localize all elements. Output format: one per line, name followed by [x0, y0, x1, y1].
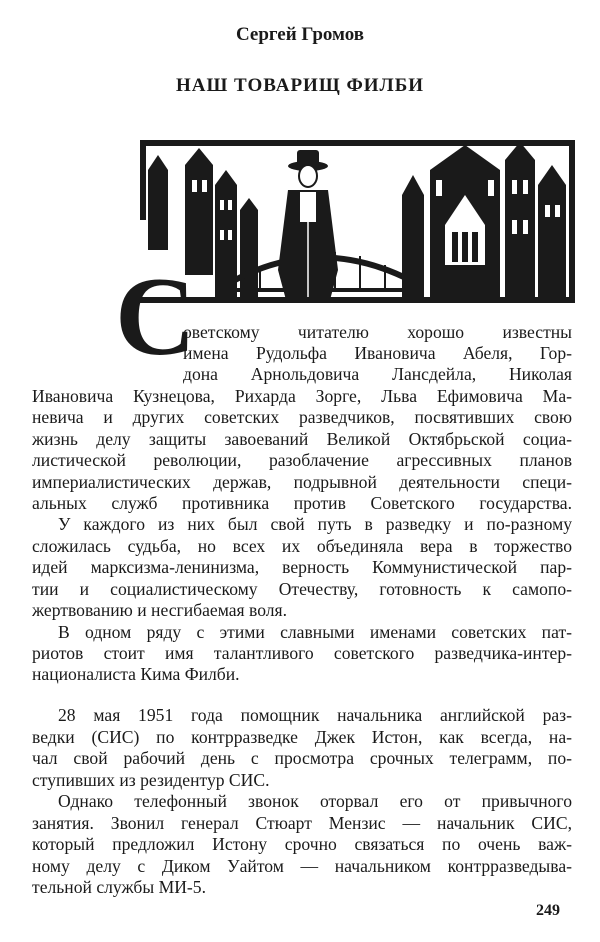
- city-spy-illustration: [140, 140, 575, 303]
- text-line: ному делу с Диком Уайтом — начальником контрразведыва-: [32, 856, 572, 876]
- text-line: 28 мая 1951 года помощник начальника английской раз-: [58, 705, 572, 725]
- text-line: ведки (СИС) по контрразведке Джек Истон, как всегда, на-: [32, 727, 572, 747]
- text-line: сложилась судьба, но всех их объединяла вера в торжество: [32, 536, 572, 556]
- text-line: невича и других советских разведчиков, посвятивших свою: [32, 407, 572, 427]
- text-line: листической революции, разоблачение агрессивных планов: [32, 450, 572, 470]
- page-number: 249: [536, 902, 560, 919]
- text-line: ступивших из резидентур СИС.: [32, 770, 270, 790]
- text-line: который предложил Истону срочно связаться по очень важ-: [32, 834, 572, 854]
- svg-text:С: С: [115, 255, 196, 379]
- text-line: Ивановича Кузнецова, Рихарда Зорге, Льва Ефимовича Ма-: [32, 386, 572, 406]
- text-line: тельной службы МИ-5.: [32, 877, 206, 897]
- text-line: занятия. Звонил генерал Стюарт Мензис — начальник СИС,: [32, 813, 572, 833]
- text-line: чал свой рабочий день с просмотра срочных телеграмм, по-: [32, 748, 572, 768]
- text-line: В одном ряду с этими славными именами советских пат-: [58, 622, 572, 642]
- text-line: жизнь делу защиты завоеваний Великой Октябрьской социа-: [32, 429, 572, 449]
- text-line: альных служб противника против Советского государства.: [32, 493, 572, 513]
- article-title: НАШ ТОВАРИЩ ФИЛБИ: [175, 75, 425, 96]
- text-line: идей марксизма-ленинизма, верность Коммунистической пар-: [32, 557, 572, 577]
- text-line: дона Арнольдовича Лансдейла, Николая: [183, 364, 572, 384]
- text-line: У каждого из них был свой путь в разведку и по-разному: [58, 514, 572, 534]
- text-line: империалистических держав, подрывной деятельности специ-: [32, 472, 572, 492]
- drop-cap-letter: [115, 255, 196, 379]
- text-line: имена Рудольфа Ивановича Абеля, Гор-: [183, 343, 572, 363]
- text-line: жертвованию и несгибаемая воля.: [32, 600, 288, 620]
- author-name: Сергей Громов: [235, 24, 365, 45]
- text-line: Однако телефонный звонок оторвал его от привычного: [58, 791, 572, 811]
- text-line: националиста Кима Филби.: [32, 664, 240, 684]
- text-line: тии и социалистическому Отечеству, готовность к самопо-: [32, 579, 572, 599]
- text-line: риотов стоит имя талантливого советского разведчика-интер-: [32, 643, 572, 663]
- text-line: оветскому читателю хорошо известны: [183, 322, 572, 342]
